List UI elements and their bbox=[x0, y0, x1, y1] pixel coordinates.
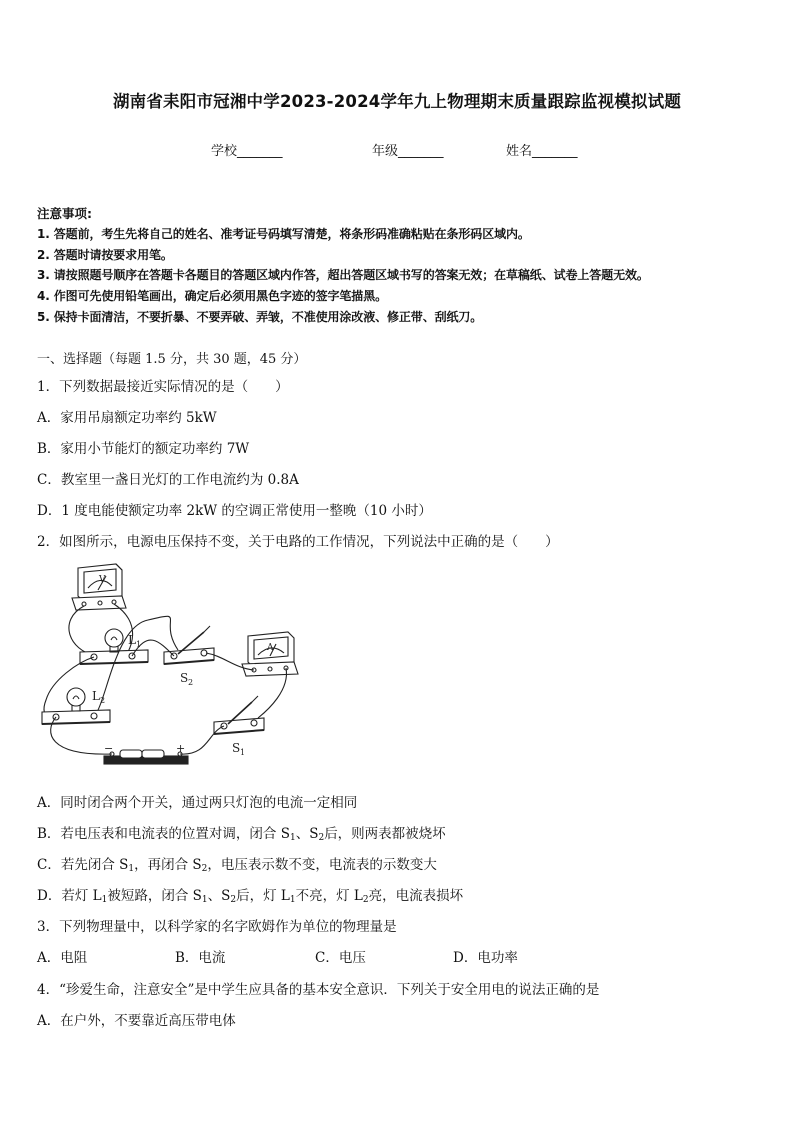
q3-option-c: C．电压 bbox=[315, 950, 366, 966]
q1-option-a: A．家用吊扇额定功率约 5kW bbox=[37, 410, 217, 426]
notice-heading: 注意事项: bbox=[37, 206, 92, 221]
s2-label: S bbox=[180, 671, 189, 685]
q2-option-a: A．同时闭合两个开关，通过两只灯泡的电流一定相同 bbox=[37, 795, 358, 811]
q3-stem: 3．下列物理量中，以科学家的名字欧姆作为单位的物理量是 bbox=[37, 919, 397, 935]
svg-text:1: 1 bbox=[136, 640, 142, 649]
switch-s2-icon bbox=[164, 626, 214, 664]
school-field: 学校_______ bbox=[211, 144, 283, 159]
switch-s1-icon bbox=[214, 696, 264, 734]
battery-plus-label: + bbox=[176, 742, 186, 755]
q2-option-b: B．若电压表和电流表的位置对调，闭合 $S_1$、$S_2$后，则两表都被烧坏 bbox=[37, 826, 446, 843]
l2-label: L bbox=[92, 689, 100, 703]
circuit-diagram bbox=[38, 560, 308, 770]
name-field: 姓名_______ bbox=[506, 144, 578, 159]
q2-option-d: D．若灯 $L_1$被短路，闭合 $S_1$、$S_2$后，灯 $L_1$不亮，灯 $L_2$亮，电流表损坏 bbox=[37, 888, 464, 905]
q4-option-a: A．在户外，不要靠近高压带电体 bbox=[37, 1013, 236, 1029]
q1-option-c: C．教室里一盏日光灯的工作电流约为 0.8A bbox=[37, 472, 299, 488]
svg-text:1: 1 bbox=[240, 748, 246, 757]
voltmeter-label: V bbox=[99, 575, 106, 585]
svg-text:2: 2 bbox=[100, 696, 106, 705]
grade-field: 年级_______ bbox=[372, 144, 444, 159]
ammeter-label: A bbox=[267, 643, 274, 653]
q2-option-c: C．若先闭合 $S_1$，再闭合 $S_2$，电压表示数不变，电流表的示数变大 bbox=[37, 857, 437, 874]
notice-item-4: 4. 作图可先使用铅笔画出，确定后必须用黑色字迹的签字笔描黑。 bbox=[37, 289, 387, 303]
notice-item-5: 5. 保持卡面清洁，不要折暴、不要弄破、弄皱，不准使用涂改液、修正带、刮纸刀。 bbox=[37, 310, 483, 324]
q3-option-d: D．电功率 bbox=[453, 950, 518, 966]
voltmeter-icon bbox=[72, 564, 126, 610]
notice-item-3: 3. 请按照题号顺序在答题卡各题目的答题区域内作答，超出答题区域书写的答案无效；在草稿纸、试卷上答题无效。 bbox=[37, 268, 649, 282]
notice-item-1: 1. 答题前，考生先将自己的姓名、准考证号码填写清楚，将条形码准确粘贴在条形码区域内。 bbox=[37, 227, 530, 241]
svg-text:2: 2 bbox=[188, 678, 194, 687]
section-heading: 一、选择题（每题 1.5 分，共 30 题，45 分） bbox=[37, 352, 307, 367]
notice-item-2: 2. 答题时请按要求用笔。 bbox=[37, 248, 173, 262]
s1-label: S bbox=[232, 741, 241, 755]
q1-option-d: D．1 度电能使额定功率 2kW 的空调正常使用一整晚（10 小时） bbox=[37, 503, 432, 519]
q2-stem: 2．如图所示，电源电压保持不变，关于电路的工作情况，下列说法中正确的是（ ） bbox=[37, 534, 559, 550]
q1-option-b: B．家用小节能灯的额定功率约 7W bbox=[37, 441, 250, 457]
q4-stem: 4．“珍爱生命，注意安全”是中学生应具备的基本安全意识．下列关于安全用电的说法正确的是 bbox=[37, 982, 600, 998]
l1-label: L bbox=[128, 633, 136, 647]
q3-option-b: B．电流 bbox=[175, 950, 226, 966]
q1-stem: 1．下列数据最接近实际情况的是（ ） bbox=[37, 379, 289, 395]
battery-minus-label: − bbox=[104, 742, 114, 755]
q3-option-a: A．电阻 bbox=[37, 950, 88, 966]
page-title: 湖南省耒阳市冠湘中学2023-2024学年九上物理期末质量跟踪监视模拟试题 bbox=[112, 92, 682, 111]
